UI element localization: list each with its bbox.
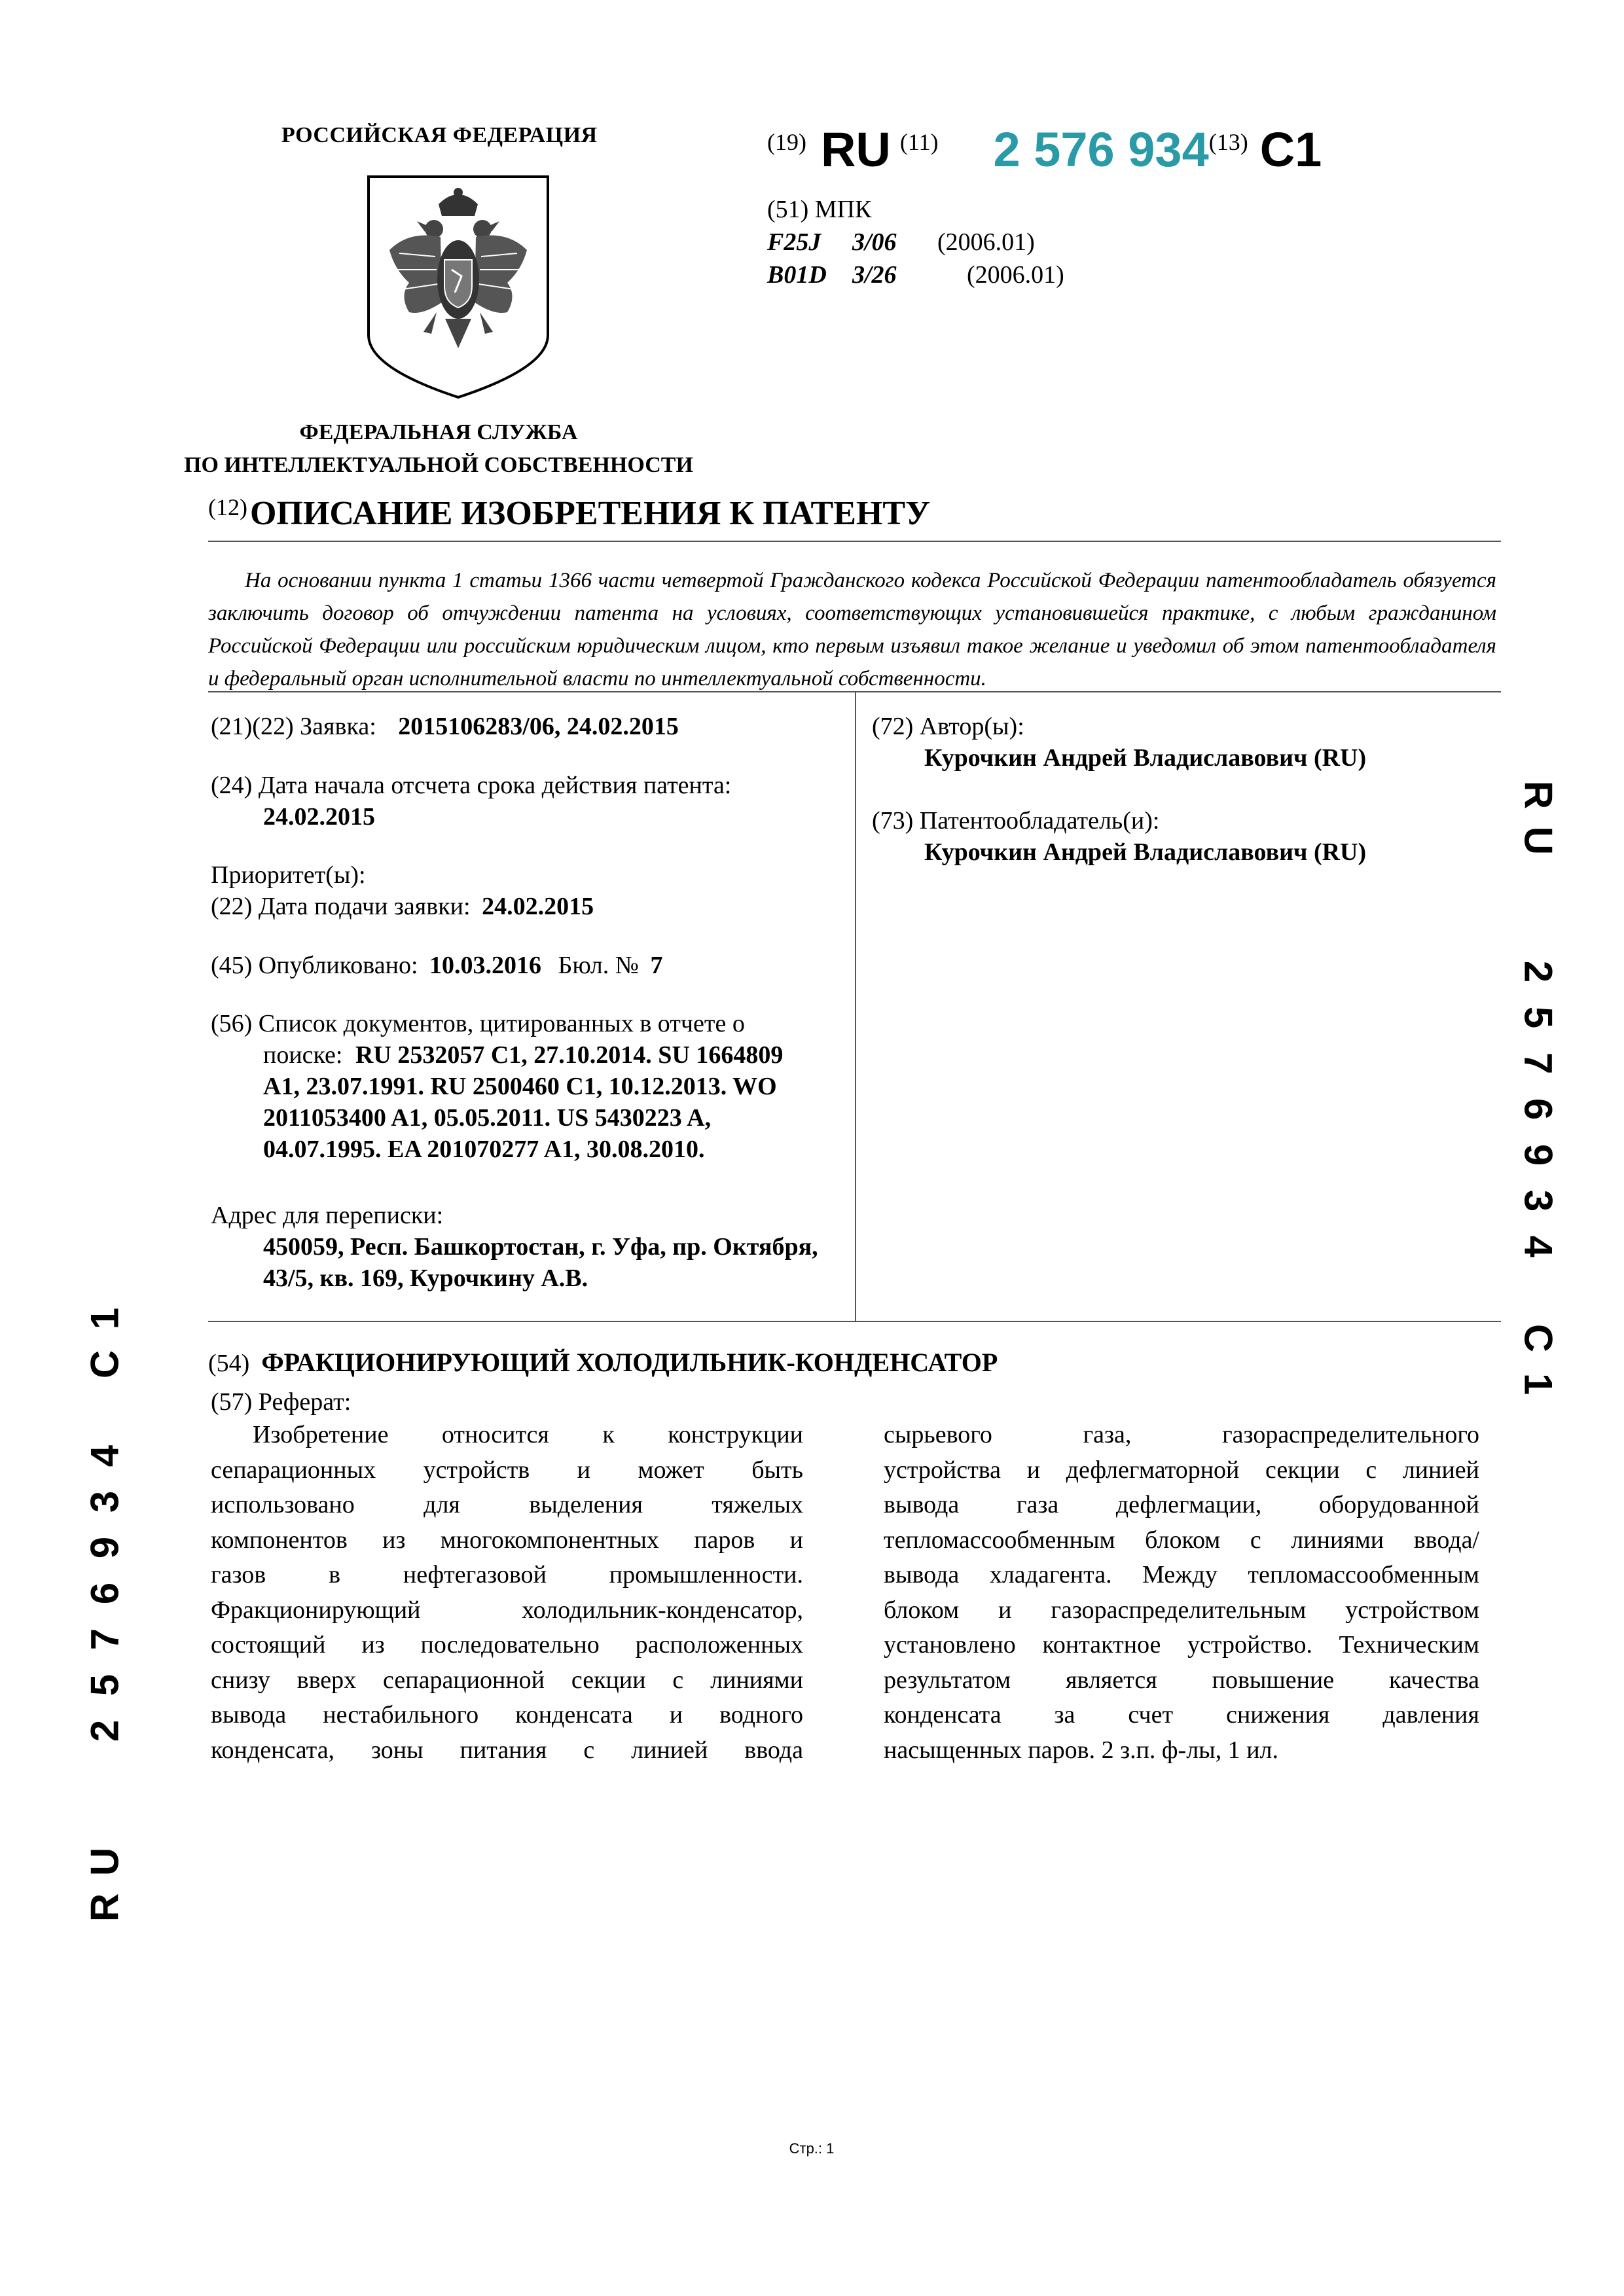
kind-code: C1 — [1259, 122, 1322, 177]
address-field: Адрес для переписки: 450059, Респ. Башкортостан, г. Уфа, пр. Октября, 43/5, кв. 169, Курочкину А.В. — [211, 1202, 818, 1292]
patent-number: 2 576 934 — [993, 122, 1209, 177]
column-divider — [855, 692, 856, 1321]
priority-field: Приоритет(ы): (22) Дата подачи заявки: 24.02.2015 — [211, 861, 594, 920]
page-number: Стр.: 1 — [789, 2140, 835, 2157]
ipc-row: F25J 3/06 (2006.01) — [767, 228, 1035, 256]
application-field: (21)(22) Заявка: 2015106283/06, 24.02.2015 — [211, 713, 679, 740]
agency-name: ФЕДЕРАЛЬНАЯ СЛУЖБА ПО ИНТЕЛЛЕКТУАЛЬНОЙ СОБСТВЕННОСТИ — [184, 420, 693, 477]
published-field: (45) Опубликовано: 10.03.2016 Бюл. № 7 — [211, 952, 663, 979]
invention-title: (54) ФРАКЦИОНИРУЮЩИЙ ХОЛОДИЛЬНИК-КОНДЕНСАТОР — [208, 1348, 998, 1377]
code-13: (13) — [1208, 129, 1248, 155]
russian-coat-of-arms-icon — [363, 171, 553, 401]
abstract-label: (57) Реферат: — [211, 1388, 352, 1416]
citations-field: (56) Список документов, цитированных в отчете о поиске: RU 2532057 C1, 27.10.2014. SU 1664809 A1, 23.07.1991. RU 2500460 C1, 10.12.2013. WO 2011053400 A1, 05.05.2011. US 5430223 A, 04.07.1995. EA 201070277 A1, 30.08.2010. — [211, 1010, 784, 1163]
biblio-divider — [208, 1321, 1501, 1322]
ipc-row: B01D 3/26 (2006.01) — [767, 261, 1064, 289]
licensing-notice: На основании пункта 1 статьи 1366 части четвертой Гражданского кодекса Российской Федерации патентообладатель обязуется заключить договор об отчуждении патента на условиях, соответствующих установившейся практике, с любым гражданином Российской Федерации или российским юридическим лицом, кто первым изъявил такое желание и уведомил об этом патентообладателя и федеральный орган исполнительной власти по интеллектуальной собственности. — [208, 569, 1496, 691]
code-11: (11) — [899, 129, 939, 155]
ipc-label: (51) МПК — [767, 196, 872, 223]
document-number-line — [767, 122, 1322, 187]
country-code: RU — [820, 122, 891, 177]
code-19: (19) — [767, 129, 806, 155]
country-name: РОССИЙСКАЯ ФЕДЕРАЦИЯ — [281, 123, 598, 147]
start-date-field: (24) Дата начала отсчета срока действия патента: 24.02.2015 — [211, 772, 732, 831]
abstract-right-column: сырьевого газа, газораспределительного устройства и дефлегматорной секции с линией вывода газа дефлегмации, оборудованной тепломассообменным блоком с линиями ввода/ вывода хладагента. Между тепломассообменным блоком и газораспределительным устройством установлено контактное устройство. Техническим результатом является повышение качества конденсата за счет снижения давления насыщенных паров. 2 з.п. ф-лы, 1 ил. — [884, 1421, 1479, 1764]
owner-field: (73) Патентообладатель(и): Курочкин Андрей Владиславович (RU) — [872, 807, 1367, 866]
title-divider — [208, 541, 1501, 542]
abstract-left-column: Изобретение относится к конструкции сепарационных устройств и может быть использовано для выделения тяжелых компонентов из многокомпонентных паров и газов в нефтегазовой промышленности. Фракционирующий холодильник-конденсатор, состоящий из последовательно расположенных снизу вверх сепарационной секции с линиями вывода нестабильного конденсата и водного конденсата, зоны питания с линией ввода — [211, 1421, 803, 1764]
document-title: (12) ОПИСАНИЕ ИЗОБРЕТЕНИЯ К ПАТЕНТУ — [208, 494, 931, 532]
author-field: (72) Автор(ы): Курочкин Андрей Владиславович (RU) — [872, 713, 1367, 772]
ipc-classification — [767, 193, 1064, 291]
